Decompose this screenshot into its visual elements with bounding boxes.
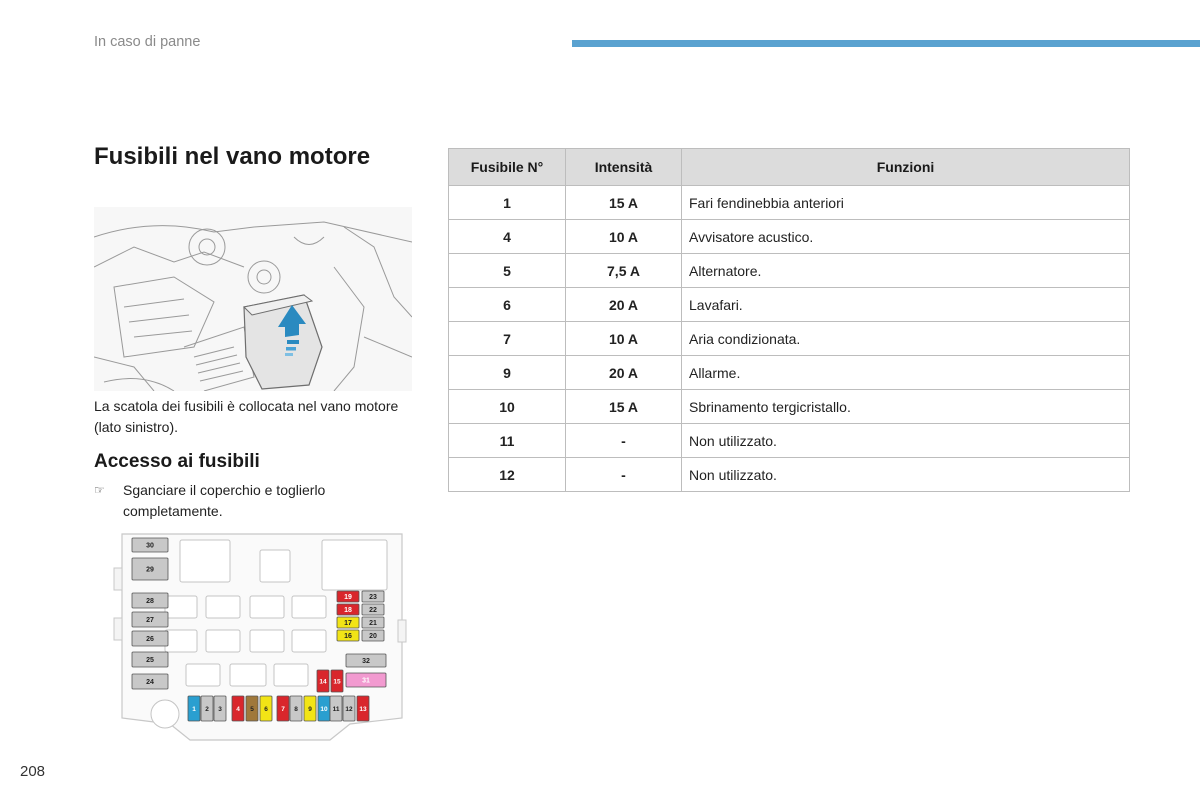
fuse-30-label: 30 bbox=[146, 542, 154, 550]
amperage-cell: 20 A bbox=[566, 288, 682, 322]
access-step bbox=[94, 480, 384, 522]
fuse-29-label: 29 bbox=[146, 566, 154, 574]
fuse-2-label: 2 bbox=[205, 705, 209, 713]
fuse-6-label: 6 bbox=[264, 705, 268, 713]
housing-clip-left bbox=[114, 618, 122, 640]
fuse-8-label: 8 bbox=[294, 705, 298, 713]
function-cell: Avvisatore acustico. bbox=[682, 220, 1130, 254]
page-title: Fusibili nel vano motore bbox=[94, 143, 371, 170]
amperage-cell: 15 A bbox=[566, 186, 682, 220]
access-title: Accesso ai fusibili bbox=[94, 451, 260, 472]
fuse-12-label: 12 bbox=[345, 705, 353, 713]
table-row bbox=[449, 186, 1130, 220]
function-cell: Fari fendinebbia anteriori bbox=[682, 186, 1130, 220]
fuse-21-label: 21 bbox=[369, 619, 377, 627]
page-number: 208 bbox=[20, 763, 46, 780]
fuse-number-cell: 11 bbox=[449, 424, 566, 458]
fuse-number-cell: 5 bbox=[449, 254, 566, 288]
fuse-15-label: 15 bbox=[333, 678, 341, 686]
empty-socket bbox=[206, 630, 240, 652]
empty-socket bbox=[180, 540, 230, 582]
fuse-1-label: 1 bbox=[192, 705, 196, 713]
fuse-18-label: 18 bbox=[344, 606, 352, 614]
header-amperage: Intensità bbox=[566, 149, 682, 186]
empty-socket bbox=[230, 664, 266, 686]
fuse-31-label: 31 bbox=[362, 677, 370, 685]
function-cell: Alternatore. bbox=[682, 254, 1130, 288]
table-row bbox=[449, 458, 1130, 492]
pointing-hand-icon: ☞ bbox=[94, 483, 105, 497]
table-row bbox=[449, 424, 1130, 458]
fuse-19-label: 19 bbox=[344, 593, 352, 601]
table-row bbox=[449, 288, 1130, 322]
empty-socket bbox=[186, 664, 220, 686]
function-cell: Non utilizzato. bbox=[682, 424, 1130, 458]
fuse-23-label: 23 bbox=[369, 593, 377, 601]
empty-socket bbox=[322, 540, 387, 590]
table-row bbox=[449, 220, 1130, 254]
fuse-25-label: 25 bbox=[146, 656, 154, 664]
table-row bbox=[449, 390, 1130, 424]
fuse-11-label: 11 bbox=[332, 705, 340, 713]
amperage-cell: 10 A bbox=[566, 322, 682, 356]
fuse-table bbox=[448, 148, 1130, 492]
section-accent-bar bbox=[572, 40, 1200, 47]
fuse-5-label: 5 bbox=[250, 705, 254, 713]
fuse-20-label: 20 bbox=[369, 632, 377, 640]
fuse-24-label: 24 bbox=[146, 678, 154, 686]
table-row bbox=[449, 356, 1130, 390]
function-cell: Allarme. bbox=[682, 356, 1130, 390]
amperage-cell: 10 A bbox=[566, 220, 682, 254]
fuse-14-label: 14 bbox=[319, 678, 327, 686]
fuse-13-label: 13 bbox=[359, 705, 367, 713]
housing-clip-left bbox=[114, 568, 122, 590]
fuse-number-cell: 7 bbox=[449, 322, 566, 356]
housing-clip-right bbox=[398, 620, 406, 642]
fuse-32-label: 32 bbox=[362, 657, 370, 665]
empty-socket bbox=[250, 596, 284, 618]
fuse-17-label: 17 bbox=[344, 619, 352, 627]
fuse-4-label: 4 bbox=[236, 705, 240, 713]
function-cell: Lavafari. bbox=[682, 288, 1130, 322]
empty-socket bbox=[292, 630, 326, 652]
function-cell: Aria condizionata. bbox=[682, 322, 1130, 356]
function-cell: Non utilizzato. bbox=[682, 458, 1130, 492]
fuse-3-label: 3 bbox=[218, 705, 222, 713]
empty-socket bbox=[274, 664, 308, 686]
fuse-number-cell: 1 bbox=[449, 186, 566, 220]
empty-socket bbox=[165, 596, 197, 618]
amperage-cell: 15 A bbox=[566, 390, 682, 424]
empty-socket bbox=[292, 596, 326, 618]
fuse-27-label: 27 bbox=[146, 616, 154, 624]
amperage-cell: - bbox=[566, 424, 682, 458]
empty-socket bbox=[206, 596, 240, 618]
fuse-10-label: 10 bbox=[320, 705, 328, 713]
access-step-text: Sganciare il coperchio e toglierlo completamente. bbox=[123, 482, 326, 519]
fuse-number-cell: 12 bbox=[449, 458, 566, 492]
table-row bbox=[449, 322, 1130, 356]
fuse-26-label: 26 bbox=[146, 635, 154, 643]
header-fuse-number: Fusibile N° bbox=[449, 149, 566, 186]
amperage-cell: 20 A bbox=[566, 356, 682, 390]
engine-bay-illustration bbox=[94, 207, 412, 391]
fuse-box-diagram bbox=[110, 528, 410, 753]
fuse-number-cell: 6 bbox=[449, 288, 566, 322]
location-caption: La scatola dei fusibili è collocata nel vano motore (lato sinistro). bbox=[94, 398, 399, 435]
fuse-28-label: 28 bbox=[146, 597, 154, 605]
table-header-row bbox=[449, 149, 1130, 186]
fuse-16-label: 16 bbox=[344, 632, 352, 640]
empty-socket bbox=[250, 630, 284, 652]
mounting-hole bbox=[151, 700, 179, 728]
empty-socket bbox=[260, 550, 290, 582]
fuse-22-label: 22 bbox=[369, 606, 377, 614]
table-row bbox=[449, 254, 1130, 288]
fuse-7-label: 7 bbox=[281, 705, 285, 713]
function-cell: Sbrinamento tergicristallo. bbox=[682, 390, 1130, 424]
fuse-number-cell: 10 bbox=[449, 390, 566, 424]
empty-socket bbox=[165, 630, 197, 652]
fuse-number-cell: 9 bbox=[449, 356, 566, 390]
fuse-9-label: 9 bbox=[308, 705, 312, 713]
header-functions: Funzioni bbox=[682, 149, 1130, 186]
amperage-cell: - bbox=[566, 458, 682, 492]
fuse-number-cell: 4 bbox=[449, 220, 566, 254]
section-label: In caso di panne bbox=[94, 34, 201, 50]
amperage-cell: 7,5 A bbox=[566, 254, 682, 288]
